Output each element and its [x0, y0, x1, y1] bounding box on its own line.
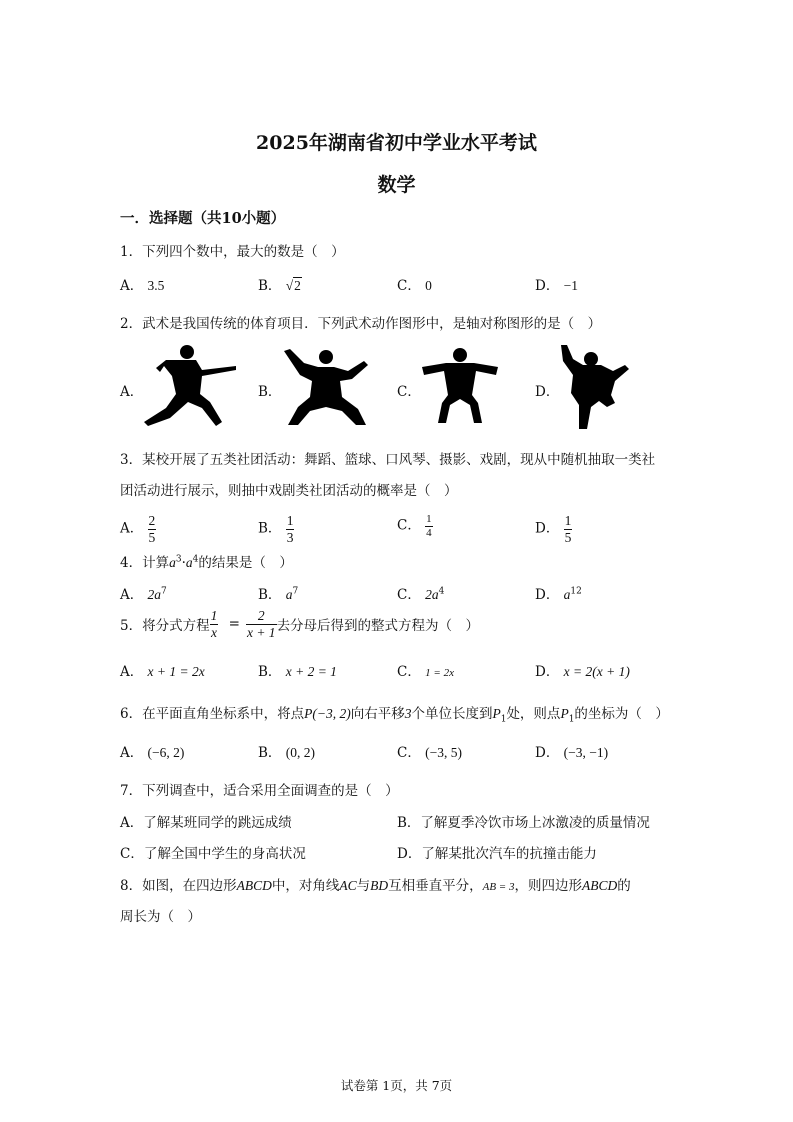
q3-option-c[interactable]: C． $\frac{1}{4}$ [397, 513, 432, 539]
q1-option-d[interactable]: D． −1 [535, 278, 578, 294]
q4-option-d[interactable]: D． $a^{12}$ [535, 586, 582, 603]
q2-option-c-label[interactable]: C． [397, 384, 421, 400]
question-4-stem: 4．计算$a^3\cdot a^4$的结果是（ ） [120, 554, 293, 571]
q2-option-d-label[interactable]: D． [535, 384, 560, 400]
q6-option-d[interactable]: D． (−3, −1) [535, 745, 609, 761]
martial-arts-figure-b [280, 345, 372, 429]
page-footer: 试卷第 1页，共 7页 [340, 1078, 453, 1093]
q2-option-a-label[interactable]: A． [120, 384, 144, 400]
question-5-stem: 5．将分式方程 $\frac{1}{x}$ = $\frac{2}{x + 1}$ 去分母后得到的整式方程为（ ） [120, 608, 480, 640]
martial-arts-figure-c [420, 345, 500, 425]
question-3-stem-line2: 团活动进行展示，则抽中戏剧类社团活动的概率是（ ） [120, 483, 458, 499]
q6-option-c[interactable]: C． (−3, 5) [397, 745, 462, 761]
martial-arts-figure-a [140, 342, 240, 430]
q6-option-a[interactable]: A． (−6, 2) [120, 745, 185, 761]
q5-option-d[interactable]: D． x = 2(x + 1) [535, 664, 630, 680]
q2-option-b-label[interactable]: B． [258, 384, 282, 400]
q5-option-a[interactable]: A． x + 1 = 2x [120, 664, 205, 680]
question-3-stem-line1: 3．某校开展了五类社团活动：舞蹈、篮球、口风琴、摄影、戏剧，现从中随机抽取一类社 [120, 452, 656, 468]
q5-option-b[interactable]: B． x + 2 = 1 [258, 664, 337, 680]
subject-title: 数学 [377, 174, 416, 196]
q1-option-b[interactable]: B． √2 [258, 278, 301, 294]
question-8-stem-line1: 8．如图，在四边形ABCD中，对角线AC与BD互相垂直平分，AB = 3，则四边形ABCD的 [120, 878, 631, 894]
q4-option-a[interactable]: A． $2a^7$ [120, 586, 167, 603]
question-6-stem: 6．在平面直角坐标系中，将点P(−3, 2)向右平移3个单位长度到$P_1$处，则点$P_1$的坐标为（ ） [120, 706, 669, 725]
question-7-stem: 7．下列调查中，适合采用全面调查的是（ ） [120, 783, 399, 799]
q1-option-a[interactable]: A． 3.5 [120, 278, 165, 294]
question-2-stem: 2．武术是我国传统的体育项目．下列武术动作图形中，是轴对称图形的是（ ） [120, 316, 602, 332]
q3-option-a[interactable]: A． $\frac{2}{5}$ [120, 513, 156, 545]
q7-option-d[interactable]: D．了解某批次汽车的抗撞击能力 [397, 846, 597, 862]
section-heading: 一．选择题（共10小题） [120, 210, 286, 227]
q3-option-b[interactable]: B． $\frac{1}{3}$ [258, 513, 294, 545]
q1-option-c[interactable]: C． 0 [397, 278, 432, 294]
exam-title: 2025年湖南省初中学业水平考试 [256, 132, 537, 154]
q4-option-c[interactable]: C． $2a^4$ [397, 586, 445, 603]
q7-option-a[interactable]: A．了解某班同学的跳远成绩 [120, 815, 292, 831]
martial-arts-figure-d [555, 343, 631, 431]
question-8-stem-line2: 周长为（ ） [120, 909, 201, 925]
q7-option-b[interactable]: B．了解夏季冷饮市场上冰激凌的质量情况 [397, 815, 650, 831]
q5-option-c[interactable]: C． 1 = 2x [397, 664, 454, 680]
question-1-stem: 1．下列四个数中，最大的数是（ ） [120, 244, 345, 260]
q7-option-c[interactable]: C．了解全国中学生的身高状况 [120, 846, 306, 862]
q6-option-b[interactable]: B． (0, 2) [258, 745, 315, 761]
q3-option-d[interactable]: D． $\frac{1}{5}$ [535, 513, 572, 545]
q4-option-b[interactable]: B． $a^7$ [258, 586, 299, 603]
